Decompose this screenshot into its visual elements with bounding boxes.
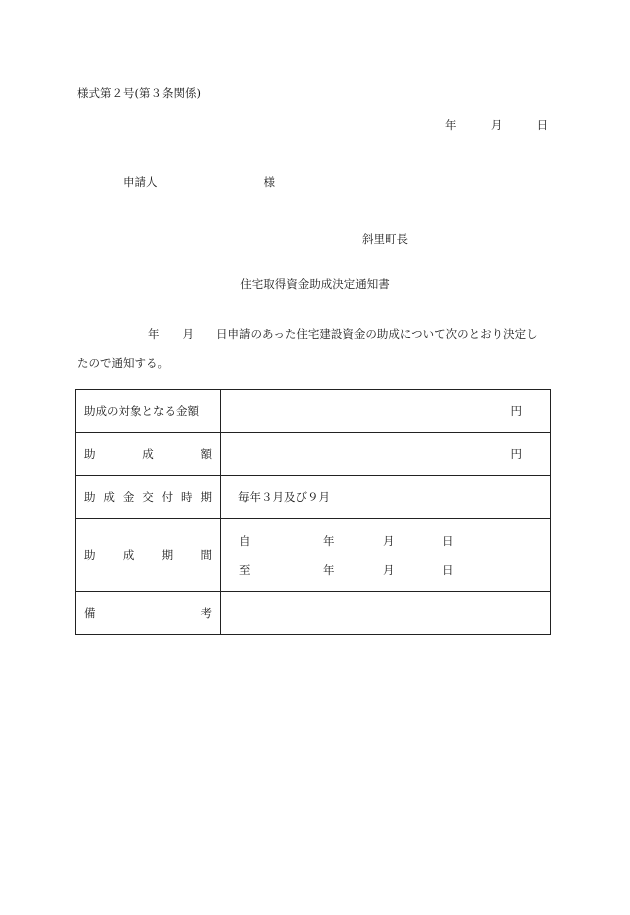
applicant-honorific: 様	[263, 175, 275, 189]
body-month: 月	[182, 327, 194, 341]
body-line-2: たので通知する。	[77, 356, 169, 370]
spread-label: 備 考	[84, 606, 212, 620]
document-title: 住宅取得資金助成決定通知書	[240, 277, 390, 291]
body-line-1	[148, 326, 538, 342]
body-text: 日申請のあった住宅建設資金の助成について次のとおり決定し	[216, 327, 538, 341]
value-remarks	[221, 592, 551, 635]
spread-label: 助 成 額	[84, 447, 212, 461]
issuer: 斜里町長	[362, 232, 408, 246]
grant-table	[75, 389, 551, 635]
label-remarks	[76, 592, 221, 635]
spread-label: 助 成 金 交 付 時 期	[84, 490, 212, 504]
period-to: 至 年 月 日	[239, 562, 454, 577]
table-row	[76, 519, 551, 592]
spread-label: 助 成 期 間	[84, 548, 212, 562]
applicant-label: 申請人	[123, 175, 158, 189]
date-month: 月	[490, 118, 503, 132]
label-grant-amount	[76, 433, 221, 476]
value-payment-timing: 毎年３月及び９月	[221, 476, 551, 519]
value-grant-period	[221, 519, 551, 592]
applicant-line	[123, 174, 275, 190]
table-row	[76, 592, 551, 635]
date-year: 年	[445, 118, 457, 132]
value-target-amount: 円	[221, 390, 551, 433]
period-from: 自 年 月 日	[239, 533, 454, 548]
table-row	[76, 476, 551, 519]
form-number: 様式第２号(第３条関係)	[77, 86, 201, 100]
label-target-amount: 助成の対象となる金額	[76, 390, 221, 433]
table-row	[76, 390, 551, 433]
date-day: 日	[536, 118, 549, 132]
date-line	[445, 117, 548, 133]
label-grant-period	[76, 519, 221, 592]
table-row	[76, 433, 551, 476]
body-year: 年	[148, 327, 160, 341]
value-grant-amount: 円	[221, 433, 551, 476]
label-payment-timing	[76, 476, 221, 519]
